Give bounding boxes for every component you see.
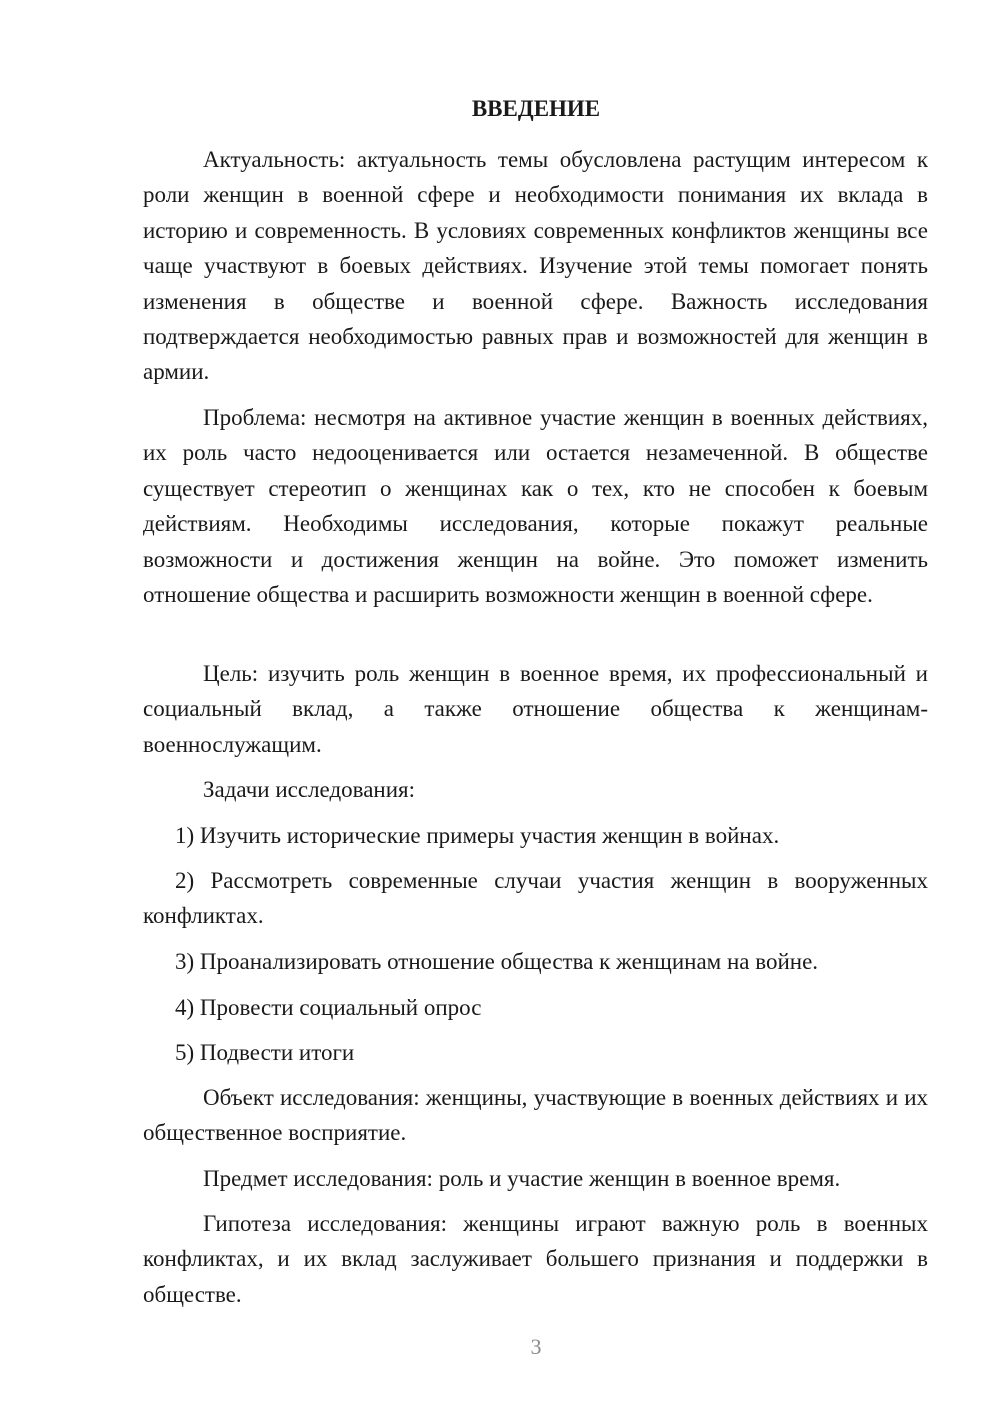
task-item-1: 1) Изучить исторические примеры участия женщин в войнах. bbox=[175, 823, 780, 848]
paragraph-hypothesis: Гипотеза исследования: женщины играют важную роль в военных конфликтах, и их вклад заслуживает большего признания и поддержки в обществе. bbox=[143, 1211, 928, 1307]
paragraph-goal: Цель: изучить роль женщин в военное время, их профессиональный и социальный вклад, а также отношение общества к женщинам-военнослужащим. bbox=[143, 661, 928, 757]
paragraph-subject: Предмет исследования: роль и участие женщин в военное время. bbox=[203, 1166, 841, 1191]
task-item-2: 2) Рассмотреть современные случаи участия женщин в вооруженных конфликтах. bbox=[143, 868, 928, 929]
task-item-3: 3) Проанализировать отношение общества к женщинам на войне. bbox=[175, 949, 819, 974]
task-item-5: 5) Подвести итоги bbox=[175, 1040, 355, 1065]
task-item-4: 4) Провести социальный опрос bbox=[175, 995, 482, 1020]
paragraph-object: Объект исследования: женщины, участвующие в военных действиях и их общественное восприятие. bbox=[143, 1085, 928, 1146]
page-number: 3 bbox=[530, 1334, 542, 1359]
page-heading: ВВЕДЕНИЕ bbox=[471, 96, 601, 121]
tasks-title: Задачи исследования: bbox=[203, 777, 416, 802]
paragraph-problem: Проблема: несмотря на активное участие женщин в военных действиях, их роль часто недооценивается или остается незамеченной. В обществе существует стереотип о женщинах как о тех, кто не способен к боевым действиям. Необходимы исследования, которые покажут реальные возможности и достижения женщин на войне. Это поможет изменить отношение общества и расширить возможности женщин в военной сфере. bbox=[143, 405, 928, 608]
paragraph-relevance: Актуальность: актуальность темы обусловлена растущим интересом к роли женщин в военной сфере и необходимости понимания их вклада в историю и современность. В условиях современных конфликтов женщины все чаще участвуют в боевых действиях. Изучение этой темы помогает понять изменения в обществе и военной сфере. Важность исследования подтверждается необходимостью равных прав и возможностей для женщин в армии. bbox=[143, 147, 928, 385]
